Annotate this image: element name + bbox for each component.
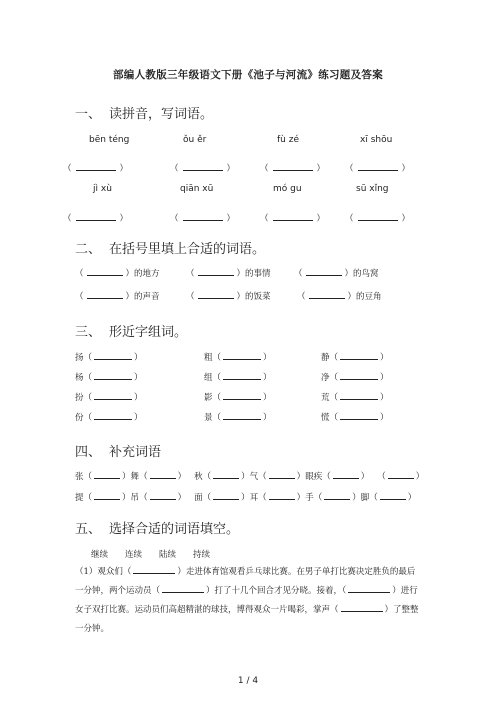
paragraph-blank[interactable] bbox=[348, 583, 390, 593]
fill-in-item[interactable]: （ ）的地方 bbox=[75, 266, 160, 279]
section-title: 补充词语 bbox=[109, 445, 162, 460]
idiom-blank[interactable] bbox=[269, 469, 295, 479]
char-word-item[interactable]: 杨（ ） bbox=[75, 370, 143, 383]
char-word-item[interactable]: 荒（ ） bbox=[321, 390, 389, 403]
pinyin-item: ǒu ěr bbox=[183, 135, 207, 145]
section-title: 在括号里填上合适的词语。 bbox=[109, 242, 266, 257]
pinyin-item: bēn téng bbox=[89, 135, 130, 145]
char-word-item[interactable]: 景（ ） bbox=[204, 410, 272, 423]
char-word-item[interactable]: 组（ ） bbox=[204, 370, 272, 383]
fill-in-item[interactable]: （ ）的事情 bbox=[186, 266, 271, 279]
section-heading-3 bbox=[75, 321, 187, 340]
idiom-blank[interactable] bbox=[324, 490, 350, 500]
paragraph-blank[interactable] bbox=[133, 564, 175, 574]
pinyin-item: sū xǐng bbox=[356, 184, 389, 194]
section-title: 形近字组词。 bbox=[109, 325, 188, 340]
page-number: 1 / 4 bbox=[237, 676, 259, 686]
answer-blank[interactable]: （ ） bbox=[345, 156, 410, 175]
char-word-item[interactable]: 扮（ ） bbox=[75, 390, 143, 403]
idiom-line-1: 张（ ）舞（ ） 秋（ ）气（ ）眼疾（ ） （ ） bbox=[75, 469, 424, 482]
char-word-item[interactable]: 静（ ） bbox=[321, 350, 389, 363]
answer-blank[interactable]: （ ） bbox=[260, 206, 325, 225]
pinyin-item: xī shōu bbox=[360, 135, 393, 145]
char-word-item[interactable]: 扬（ ） bbox=[75, 350, 143, 363]
option-word: 连续 bbox=[125, 550, 143, 560]
fill-in-item[interactable]: （ ）的豆角 bbox=[297, 289, 382, 302]
pinyin-item: jì xù bbox=[93, 184, 112, 194]
paragraph-blank[interactable] bbox=[341, 602, 383, 612]
section-heading-5 bbox=[75, 518, 239, 537]
answer-blank[interactable]: （ ） bbox=[63, 206, 128, 225]
fill-in-item[interactable]: （ ）的饭菜 bbox=[186, 289, 271, 302]
section-heading-1 bbox=[75, 103, 213, 122]
word-options bbox=[91, 548, 227, 560]
fill-in-item[interactable]: （ ）的鸟窝 bbox=[294, 266, 379, 279]
idiom-line-2: 提（ ）吊（ ） 面（ ）耳（ ）手（ ）脚（ ） bbox=[75, 490, 416, 503]
option-word: 持续 bbox=[193, 550, 211, 560]
pinyin-item: fù zé bbox=[277, 135, 299, 145]
paragraph-question: （1）观众们（ ）走进体育馆观看乒乓球比赛。在男子单打比赛决定胜负的最后一分钟，两个运动员（ ）打了十几个回合才见分晓。接着，（ ）进行女子双打比赛。运动员们高超精湛的球技，博得观众一片喝彩，掌声（ ）了整整一分钟。 bbox=[75, 563, 421, 639]
option-word: 继续 bbox=[91, 550, 109, 560]
answer-blank[interactable]: （ ） bbox=[170, 156, 235, 175]
pinyin-item: mó gu bbox=[273, 184, 302, 194]
char-word-item[interactable]: 影（ ） bbox=[204, 390, 272, 403]
char-word-item[interactable]: 粗（ ） bbox=[204, 350, 272, 363]
idiom-blank[interactable] bbox=[150, 469, 176, 479]
idiom-blank[interactable] bbox=[380, 490, 406, 500]
fill-in-item[interactable]: （ ）的声音 bbox=[75, 289, 160, 302]
idiom-blank[interactable] bbox=[388, 469, 414, 479]
idiom-blank[interactable] bbox=[213, 469, 239, 479]
paragraph-blank[interactable] bbox=[162, 583, 204, 593]
answer-blank[interactable]: （ ） bbox=[345, 206, 410, 225]
section-number: 二、 bbox=[75, 242, 102, 257]
answer-blank[interactable]: （ ） bbox=[260, 156, 325, 175]
idiom-blank[interactable] bbox=[150, 490, 176, 500]
section-title: 读拼音，写词语。 bbox=[109, 107, 214, 122]
answer-blank[interactable]: （ ） bbox=[63, 156, 128, 175]
section-heading-2 bbox=[75, 238, 265, 257]
idiom-blank[interactable] bbox=[213, 490, 239, 500]
pinyin-item: qiān xū bbox=[180, 184, 214, 194]
section-number: 四、 bbox=[75, 445, 102, 460]
idiom-blank[interactable] bbox=[94, 469, 120, 479]
section-number: 一、 bbox=[75, 107, 102, 122]
idiom-blank[interactable] bbox=[333, 469, 359, 479]
section-number: 五、 bbox=[75, 522, 102, 537]
char-word-item[interactable]: 慌（ ） bbox=[321, 410, 389, 423]
answer-blank[interactable]: （ ） bbox=[170, 206, 235, 225]
char-word-item[interactable]: 净（ ） bbox=[321, 370, 389, 383]
option-word: 陆续 bbox=[159, 550, 177, 560]
page-title: 部编人教版三年级语文下册《池子与河流》练习题及答案 bbox=[113, 69, 383, 81]
idiom-blank[interactable] bbox=[94, 490, 120, 500]
idiom-blank[interactable] bbox=[269, 490, 295, 500]
section-heading-4 bbox=[75, 441, 161, 460]
char-word-item[interactable]: 份（ ） bbox=[75, 410, 143, 423]
section-title: 选择合适的词语填空。 bbox=[109, 522, 240, 537]
section-number: 三、 bbox=[75, 325, 102, 340]
